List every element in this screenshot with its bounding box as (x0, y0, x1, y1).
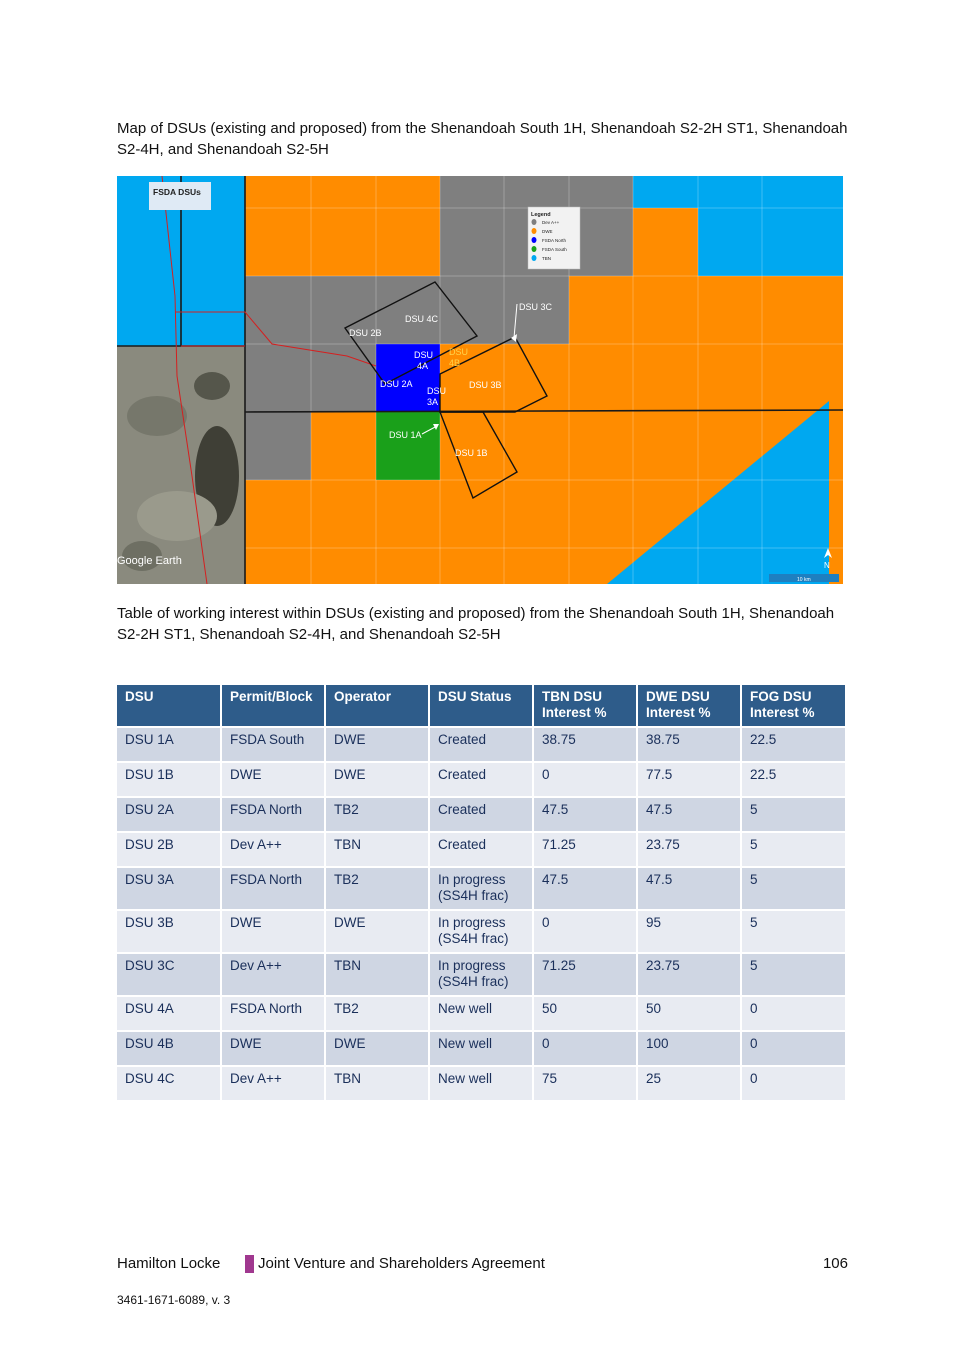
table-cell: Created (429, 727, 533, 762)
table-cell: In progress (SS4H frac) (429, 910, 533, 953)
table-cell: 23.75 (637, 953, 741, 996)
footer-title: Joint Venture and Shareholders Agreement (258, 1255, 545, 1272)
header-dwe-interest: DWE DSU Interest % (637, 685, 741, 727)
table-cell: Created (429, 832, 533, 867)
table-cell: DSU 3B (117, 910, 221, 953)
table-cell: TB2 (325, 996, 429, 1031)
dsu-1a-label: DSU 1A (389, 430, 422, 440)
table-cell: 0 (741, 1066, 846, 1100)
table-cell: TBN (325, 832, 429, 867)
dev-area-bottom (245, 412, 311, 480)
legend-label: TBN (542, 256, 551, 261)
table-cell: Created (429, 797, 533, 832)
table-cell: 47.5 (637, 867, 741, 910)
table-cell: Dev A++ (221, 953, 325, 996)
table-row (117, 832, 846, 867)
header-dsu: DSU (117, 685, 221, 727)
table-cell: DSU 3A (117, 867, 221, 910)
legend-label: FSDA South (542, 247, 567, 252)
table-cell: 38.75 (533, 727, 637, 762)
table-cell: In progress (SS4H frac) (429, 953, 533, 996)
table-cell: DSU 2A (117, 797, 221, 832)
table-row (117, 797, 846, 832)
table-cell: Dev A++ (221, 1066, 325, 1100)
dsu-4b-label-1: DSU (449, 347, 469, 357)
header-tbn-interest: TBN DSU Interest % (533, 685, 637, 727)
table-cell: DWE (221, 910, 325, 953)
table-row (117, 996, 846, 1031)
table-caption: Table of working interest within DSUs (existing and proposed) from the Shenandoah South 1H, Shenandoah S2-2H ST1, Shenandoah S2-4H, and Shenandoah S2-5H (117, 605, 835, 643)
fsda-dsus-label: FSDA DSUs (153, 187, 201, 197)
table-cell: TBN (325, 953, 429, 996)
legend-label: FSDA North (542, 238, 567, 243)
table-cell: 47.5 (533, 867, 637, 910)
table-cell: DWE (221, 1031, 325, 1066)
table-cell: 71.25 (533, 832, 637, 867)
table-cell: In progress (SS4H frac) (429, 867, 533, 910)
table-row (117, 953, 846, 996)
table-cell: 25 (637, 1066, 741, 1100)
table-cell: TB2 (325, 867, 429, 910)
dsu-1b-label: DSU 1B (455, 448, 488, 458)
table-cell: 5 (741, 797, 846, 832)
table-cell: 0 (741, 1031, 846, 1066)
table-row (117, 1066, 846, 1100)
table-cell: DWE (221, 762, 325, 797)
table-cell: 38.75 (637, 727, 741, 762)
table-cell: 5 (741, 832, 846, 867)
table-cell: TB2 (325, 797, 429, 832)
table-cell: Created (429, 762, 533, 797)
document-reference: 3461-1671-6089, v. 3 (117, 1293, 231, 1307)
table-cell: DSU 1B (117, 762, 221, 797)
table-cell: 100 (637, 1031, 741, 1066)
table-row (117, 762, 846, 797)
legend-swatch (532, 255, 537, 261)
dsu-4a-label-2: 4A (417, 361, 429, 371)
dsu-4a-label-1: DSU (414, 350, 434, 360)
legend-swatch (532, 237, 537, 243)
header-fog-interest: FOG DSU Interest % (741, 685, 846, 727)
fsda-south-area (376, 412, 440, 480)
table-cell: DWE (325, 762, 429, 797)
header-dsu-status: DSU Status (429, 685, 533, 727)
scale-label: 10 km (797, 577, 811, 583)
legend-label: DWE (542, 229, 553, 234)
table-cell: New well (429, 1031, 533, 1066)
table-cell: New well (429, 1066, 533, 1100)
table-cell: FSDA South (221, 727, 325, 762)
table-cell: DSU 4B (117, 1031, 221, 1066)
table-row (117, 727, 846, 762)
dsu-4c-label: DSU 4C (405, 314, 439, 324)
north-label: N (824, 561, 830, 570)
table-cell: 47.5 (637, 797, 741, 832)
legend-swatch (532, 219, 537, 225)
dsu-3a-label-1: DSU (427, 386, 447, 396)
google-earth-watermark: Google Earth (117, 555, 182, 567)
table-cell: DWE (325, 1031, 429, 1066)
legend-label: Dev A++ (542, 220, 560, 225)
table-cell: 0 (533, 762, 637, 797)
legend-swatch (532, 246, 537, 252)
footer-accent-bar (245, 1255, 254, 1273)
dsu-3a-label-2: 3A (427, 397, 439, 407)
dsu-2b-label: DSU 2B (349, 328, 382, 338)
working-interest-table (117, 685, 847, 1100)
dsu-3b-label: DSU 3B (469, 380, 502, 390)
table-cell: 77.5 (637, 762, 741, 797)
legend-swatch (532, 228, 537, 234)
table-cell: Dev A++ (221, 832, 325, 867)
table-cell: 0 (741, 996, 846, 1031)
table-row (117, 1031, 846, 1066)
map-caption: Map of DSUs (existing and proposed) from the Shenandoah South 1H, Shenandoah S2-2H ST1, Shenandoah S2-4H, and Shenandoah S2-5H (117, 120, 848, 158)
table-header-row (117, 685, 846, 727)
dsu-4b-label-2: 4B (449, 358, 461, 368)
table-cell: FSDA North (221, 797, 325, 832)
table-cell: 47.5 (533, 797, 637, 832)
table-cell: 5 (741, 867, 846, 910)
header-operator: Operator (325, 685, 429, 727)
table-row (117, 867, 846, 910)
table-cell: DWE (325, 910, 429, 953)
table-cell: FSDA North (221, 867, 325, 910)
table-cell: 50 (637, 996, 741, 1031)
table-cell: DSU 1A (117, 727, 221, 762)
dsu-2a-label: DSU 2A (380, 379, 413, 389)
map-legend (528, 207, 580, 269)
table-cell: DWE (325, 727, 429, 762)
header-permit-block: Permit/Block (221, 685, 325, 727)
table-cell: TBN (325, 1066, 429, 1100)
table-cell: 5 (741, 910, 846, 953)
table-cell: 75 (533, 1066, 637, 1100)
table-cell: FSDA North (221, 996, 325, 1031)
table-row (117, 910, 846, 953)
dsu-map (117, 176, 843, 584)
legend-title: Legend (531, 212, 551, 218)
table-cell: DSU 3C (117, 953, 221, 996)
table-cell: 0 (533, 910, 637, 953)
table-cell: DSU 4C (117, 1066, 221, 1100)
table-cell: 0 (533, 1031, 637, 1066)
table-cell: New well (429, 996, 533, 1031)
table-cell: 5 (741, 953, 846, 996)
footer-firm: Hamilton Locke (117, 1255, 221, 1272)
table-cell: 95 (637, 910, 741, 953)
tbn-area-top-right (633, 176, 843, 208)
table-cell: 22.5 (741, 727, 846, 762)
page-number: 106 (822, 1255, 848, 1272)
table-cell: 23.75 (637, 832, 741, 867)
table-cell: 22.5 (741, 762, 846, 797)
table-cell: 50 (533, 996, 637, 1031)
table-cell: 71.25 (533, 953, 637, 996)
dsu-3c-label: DSU 3C (519, 302, 553, 312)
table-cell: DSU 4A (117, 996, 221, 1031)
table-cell: DSU 2B (117, 832, 221, 867)
